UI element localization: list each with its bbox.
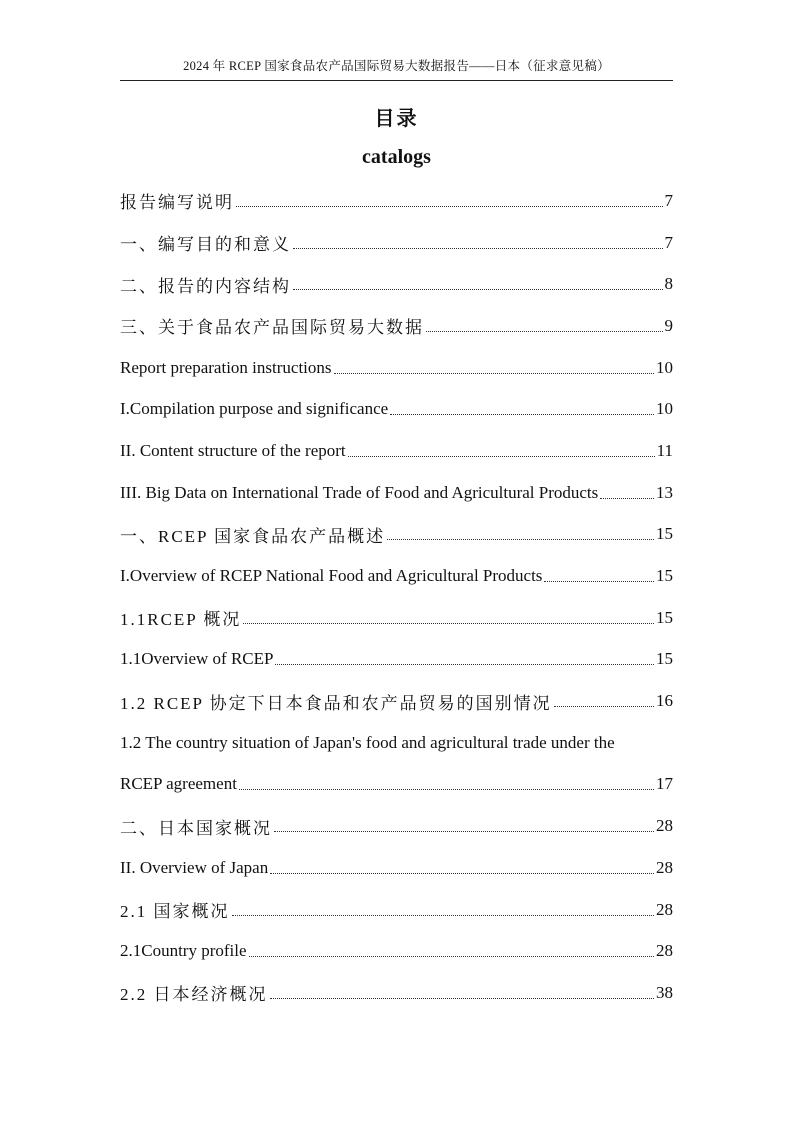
toc-entry[interactable] xyxy=(120,263,673,305)
toc-entry-page-number: 28 xyxy=(656,857,673,877)
toc-entry-label: II. Overview of Japan xyxy=(120,857,269,877)
toc-entry-page-number: 15 xyxy=(656,566,673,586)
toc-dot-leader xyxy=(348,455,655,457)
toc-dot-leader xyxy=(249,955,654,957)
toc-entry-label: 1.1Overview of RCEP xyxy=(120,649,274,669)
toc-entry-page-number: 15 xyxy=(656,607,673,627)
toc-dot-leader xyxy=(390,413,654,415)
toc-entry[interactable] xyxy=(120,889,673,931)
toc-entry[interactable] xyxy=(120,305,673,347)
toc-entry[interactable] xyxy=(120,847,673,889)
toc-entry-page-number: 15 xyxy=(656,649,673,669)
toc-entry[interactable] xyxy=(120,222,673,264)
toc-dot-leader xyxy=(426,330,663,332)
toc-entry-page-number: 7 xyxy=(664,232,673,252)
toc-entry-label: II. Content structure of the report xyxy=(120,440,346,460)
toc-dot-leader xyxy=(293,288,663,290)
toc-dot-leader xyxy=(600,497,654,499)
toc-entry-page-number: 38 xyxy=(656,982,673,1002)
toc-entry[interactable] xyxy=(120,805,673,847)
toc-entry[interactable] xyxy=(120,972,673,1014)
toc-title-english: catalogs xyxy=(362,146,431,168)
toc-entry-label: 1.2 RCEP 协定下日本食品和农产品贸易的国别情况 xyxy=(120,693,552,713)
toc-dot-leader xyxy=(270,997,655,999)
toc-entry-page-number: 28 xyxy=(656,816,673,836)
toc-entry-page-number: 9 xyxy=(664,315,673,335)
toc-dot-leader xyxy=(275,663,654,665)
toc-entry-label: I.Overview of RCEP National Food and Agricultural Products xyxy=(120,566,543,586)
toc-entry-page-number: 7 xyxy=(664,190,673,210)
toc-entry-label: 三、关于食品农产品国际贸易大数据 xyxy=(120,318,424,338)
toc-entry-page-number: 13 xyxy=(656,482,673,502)
toc-dot-leader xyxy=(387,538,654,540)
toc-entry-label: 2.1Country profile xyxy=(120,941,247,961)
toc-entry[interactable] xyxy=(120,680,673,722)
toc-entry-label: Report preparation instructions xyxy=(120,357,332,377)
toc-entry-page-number: 28 xyxy=(656,941,673,961)
toc-entry[interactable] xyxy=(120,180,673,222)
toc-entry[interactable] xyxy=(120,930,673,972)
toc-entry-page-number: 16 xyxy=(656,691,673,711)
toc-entry[interactable] xyxy=(120,430,673,472)
toc-entry-label: III. Big Data on International Trade of Food and Agricultural Products xyxy=(120,482,599,502)
toc-entry-label: 报告编写说明 xyxy=(120,193,234,213)
toc-dot-leader xyxy=(274,830,654,832)
toc-entry-label: 二、日本国家概况 xyxy=(120,818,272,838)
toc-entry-label: 1.1RCEP 概况 xyxy=(120,610,242,630)
toc-entry-page-number: 10 xyxy=(656,357,673,377)
toc-entry-label: 二、报告的内容结构 xyxy=(120,276,291,296)
toc-entry-label: 一、RCEP 国家食品农产品概述 xyxy=(120,526,386,546)
toc-entry-page-number: 17 xyxy=(656,774,673,794)
toc-entry-page-number: 28 xyxy=(656,899,673,919)
toc-entry-label: RCEP agreement xyxy=(120,774,237,794)
toc-dot-leader xyxy=(554,705,654,707)
toc-dot-leader xyxy=(270,872,654,874)
toc-title-chinese: 目录 xyxy=(374,108,419,130)
toc-dot-leader xyxy=(293,247,663,249)
toc-entry-page-number: 8 xyxy=(664,274,673,294)
toc-entry[interactable] xyxy=(120,764,673,806)
toc-entry-label: 2.1 国家概况 xyxy=(120,902,230,922)
toc-entry[interactable] xyxy=(120,472,673,514)
toc-entry-label: 一、编写目的和意义 xyxy=(120,235,291,255)
running-header: 2024 年 RCEP 国家食品农产品国际贸易大数据报告——日本（征求意见稿） xyxy=(183,59,610,73)
toc-entry-page-number: 10 xyxy=(656,399,673,419)
toc-entry[interactable] xyxy=(120,388,673,430)
toc-entry[interactable] xyxy=(120,347,673,389)
toc-entry[interactable] xyxy=(120,722,673,764)
table-of-contents xyxy=(120,180,673,1014)
toc-entry[interactable] xyxy=(120,555,673,597)
toc-dot-leader xyxy=(236,205,663,207)
toc-dot-leader xyxy=(232,914,655,916)
toc-entry[interactable] xyxy=(120,514,673,556)
toc-dot-leader xyxy=(243,622,654,624)
toc-entry-page-number: 11 xyxy=(656,440,673,460)
toc-dot-leader xyxy=(334,372,654,374)
toc-dot-leader xyxy=(544,580,654,582)
toc-entry[interactable] xyxy=(120,639,673,681)
toc-entry-page-number: 15 xyxy=(656,524,673,544)
toc-dot-leader xyxy=(239,788,654,790)
toc-entry-label: 1.2 The country situation of Japan's food and agricultural trade under the xyxy=(120,732,615,752)
toc-entry-label: 2.2 日本经济概况 xyxy=(120,985,268,1005)
toc-entry[interactable] xyxy=(120,597,673,639)
header-divider xyxy=(120,80,673,81)
toc-entry-label: I.Compilation purpose and significance xyxy=(120,399,389,419)
